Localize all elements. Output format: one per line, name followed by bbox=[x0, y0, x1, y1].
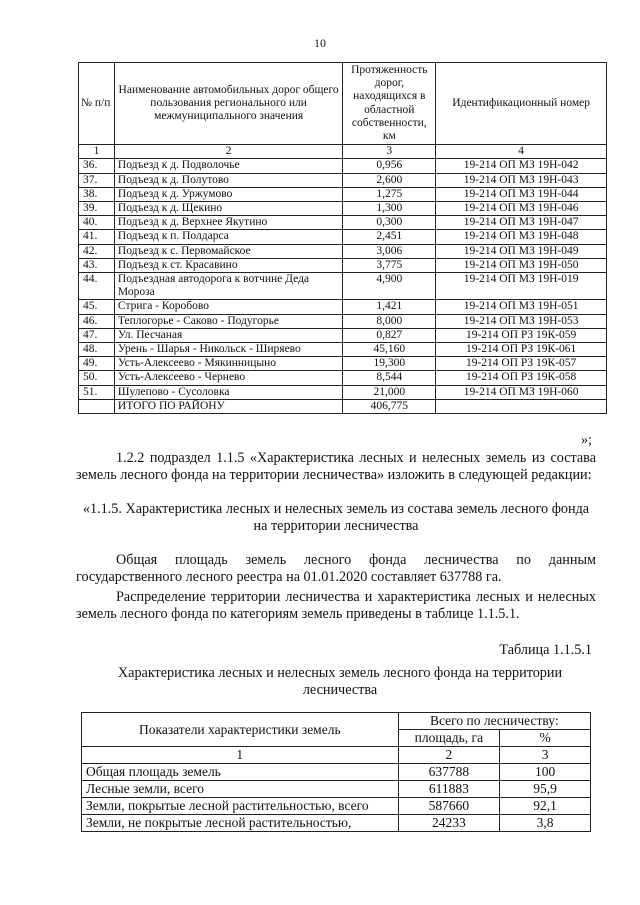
road-length: 4,900 bbox=[343, 273, 436, 300]
road-id: 19-214 ОП МЗ 19Н-044 bbox=[436, 187, 607, 201]
colnum: 2 bbox=[398, 747, 500, 764]
table-row bbox=[79, 202, 607, 216]
total-num-cell bbox=[79, 399, 115, 413]
indicator: Лесные земли, всего bbox=[82, 781, 399, 798]
road-id: 19-214 ОП РЗ 19К-059 bbox=[436, 328, 607, 342]
road-name: Подъезд к с. Первомайское bbox=[114, 244, 342, 258]
table-row bbox=[82, 798, 591, 815]
road-name: Подъездная автодорога к вотчине Деда Мороза bbox=[114, 273, 342, 300]
row-num: 46. bbox=[79, 314, 115, 328]
road-length: 8,000 bbox=[343, 314, 436, 328]
table-row bbox=[79, 273, 607, 300]
table-row bbox=[82, 815, 591, 832]
road-id: 19-214 ОП МЗ 19Н-047 bbox=[436, 216, 607, 230]
road-id: 19-214 ОП МЗ 19Н-046 bbox=[436, 202, 607, 216]
colnum: 2 bbox=[114, 145, 342, 159]
road-id: 19-214 ОП МЗ 19Н-060 bbox=[436, 385, 607, 399]
total-length: 406,775 bbox=[343, 399, 436, 413]
row-num: 51. bbox=[79, 385, 115, 399]
road-length: 19,300 bbox=[343, 357, 436, 371]
table-row bbox=[79, 328, 607, 342]
roads-header-row bbox=[79, 63, 607, 145]
header-num: № п/п bbox=[79, 63, 115, 145]
road-length: 3,775 bbox=[343, 258, 436, 272]
road-length: 0,956 bbox=[343, 159, 436, 173]
roads-table bbox=[78, 62, 607, 414]
road-name: Теплогорье - Саково - Подугорье bbox=[114, 314, 342, 328]
row-num: 50. bbox=[79, 371, 115, 385]
colnum: 4 bbox=[436, 145, 607, 159]
table-row bbox=[79, 300, 607, 314]
paragraph-distribution: Распределение территории лесничества и характеристика лесных и нелесных земель лесного фонда по категориям земель приведены в таблице 1.1.5.1. bbox=[76, 589, 596, 622]
colnum: 3 bbox=[343, 145, 436, 159]
road-name: Усть-Алексеево - Чернево bbox=[114, 371, 342, 385]
header-area: площадь, га bbox=[398, 730, 500, 747]
area-value: 611883 bbox=[398, 781, 500, 798]
road-id: 19-214 ОП МЗ 19Н-019 bbox=[436, 273, 607, 300]
road-name: Подъезд к п. Полдарса bbox=[114, 230, 342, 244]
road-id: 19-214 ОП МЗ 19Н-048 bbox=[436, 230, 607, 244]
table-row bbox=[79, 159, 607, 173]
table-row bbox=[79, 216, 607, 230]
header-total: Всего по лесничеству: bbox=[398, 713, 590, 730]
road-id: 19-214 ОП МЗ 19Н-053 bbox=[436, 314, 607, 328]
row-num: 40. bbox=[79, 216, 115, 230]
paragraph-total-area: Общая площадь земель лесного фонда лесничества по данным государственного лесного реестра на 01.01.2020 составляет 637788 га. bbox=[76, 552, 596, 585]
road-id: 19-214 ОП МЗ 19Н-051 bbox=[436, 300, 607, 314]
road-id: 19-214 ОП МЗ 19Н-042 bbox=[436, 159, 607, 173]
table-row bbox=[79, 244, 607, 258]
table-row bbox=[79, 357, 607, 371]
colnum: 3 bbox=[500, 747, 591, 764]
indicator: Земли, покрытые лесной растительностью, всего bbox=[82, 798, 399, 815]
road-name: Шулепово - Сусоловка bbox=[114, 385, 342, 399]
road-id: 19-214 ОП РЗ 19К-061 bbox=[436, 343, 607, 357]
forest-land-table bbox=[81, 712, 591, 832]
row-num: 44. bbox=[79, 273, 115, 300]
area-value: 24233 bbox=[398, 815, 500, 832]
area-value: 587660 bbox=[398, 798, 500, 815]
road-name: Подъезд к д. Подволочье bbox=[114, 159, 342, 173]
percent-value: 95,9 bbox=[500, 781, 591, 798]
row-num: 39. bbox=[79, 202, 115, 216]
section-heading: «1.1.5. Характеристика лесных и нелесных земель из состава земель лесного фонда на территории лесничества bbox=[82, 501, 590, 534]
road-id: 19-214 ОП МЗ 19Н-049 bbox=[436, 244, 607, 258]
road-length: 45,160 bbox=[343, 343, 436, 357]
road-length: 2,600 bbox=[343, 173, 436, 187]
table-row bbox=[79, 187, 607, 201]
road-id: 19-214 ОП РЗ 19К-058 bbox=[436, 371, 607, 385]
row-num: 45. bbox=[79, 300, 115, 314]
percent-value: 92,1 bbox=[500, 798, 591, 815]
table-label: Таблица 1.1.5.1 bbox=[499, 642, 592, 658]
row-num: 48. bbox=[79, 343, 115, 357]
row-num: 43. bbox=[79, 258, 115, 272]
road-id: 19-214 ОП РЗ 19К-057 bbox=[436, 357, 607, 371]
table-row bbox=[82, 781, 591, 798]
header-percent: % bbox=[500, 730, 591, 747]
road-length: 21,000 bbox=[343, 385, 436, 399]
forest-header-row bbox=[82, 713, 591, 730]
table-row bbox=[79, 371, 607, 385]
row-num: 49. bbox=[79, 357, 115, 371]
table-row bbox=[79, 385, 607, 399]
page-number: 10 bbox=[314, 36, 326, 50]
row-num: 38. bbox=[79, 187, 115, 201]
road-length: 3,006 bbox=[343, 244, 436, 258]
road-name: Подъезд к д. Уржумово bbox=[114, 187, 342, 201]
indicator: Общая площадь земель bbox=[82, 764, 399, 781]
area-value: 637788 bbox=[398, 764, 500, 781]
road-length: 0,300 bbox=[343, 216, 436, 230]
row-num: 36. bbox=[79, 159, 115, 173]
row-num: 41. bbox=[79, 230, 115, 244]
close-quote: »; bbox=[580, 432, 592, 448]
total-id-cell bbox=[436, 399, 607, 413]
colnum: 1 bbox=[79, 145, 115, 159]
road-id: 19-214 ОП МЗ 19Н-050 bbox=[436, 258, 607, 272]
road-name: Ул. Песчаная bbox=[114, 328, 342, 342]
row-num: 37. bbox=[79, 173, 115, 187]
road-name: Подъезд к д. Верхнее Якутино bbox=[114, 216, 342, 230]
header-length: Протяженность дорог, находящихся в областной собственности, км bbox=[343, 63, 436, 145]
road-length: 8,544 bbox=[343, 371, 436, 385]
road-name: Подъезд к д. Полутово bbox=[114, 173, 342, 187]
header-name: Наименование автомобильных дорог общего пользования регионального или межмуниципального значения bbox=[114, 63, 342, 145]
percent-value: 100 bbox=[500, 764, 591, 781]
road-name: Усть-Алексеево - Мякинницыно bbox=[114, 357, 342, 371]
colnum: 1 bbox=[82, 747, 399, 764]
total-label: ИТОГО ПО РАЙОНУ bbox=[114, 399, 342, 413]
road-length: 1,275 bbox=[343, 187, 436, 201]
road-length: 0,827 bbox=[343, 328, 436, 342]
paragraph-amendment: 1.2.2 подраздел 1.1.5 «Характеристика лесных и нелесных земель из состава земель лесного фонда на территории лесничества» изложить в следующей редакции: bbox=[76, 450, 596, 483]
road-name: Подъезд к д. Щекино bbox=[114, 202, 342, 216]
road-name: Стрига - Коробово bbox=[114, 300, 342, 314]
roads-colnum-row bbox=[79, 145, 607, 159]
road-length: 1,300 bbox=[343, 202, 436, 216]
table-row bbox=[79, 258, 607, 272]
table-row bbox=[79, 230, 607, 244]
road-id: 19-214 ОП МЗ 19Н-043 bbox=[436, 173, 607, 187]
road-length: 2,451 bbox=[343, 230, 436, 244]
row-num: 47. bbox=[79, 328, 115, 342]
table-title: Характеристика лесных и нелесных земель лесного фонда на территории лесничества bbox=[117, 665, 563, 698]
row-num: 42. bbox=[79, 244, 115, 258]
table-row bbox=[79, 343, 607, 357]
header-id: Идентификационный номер bbox=[436, 63, 607, 145]
table-row bbox=[82, 764, 591, 781]
table-row bbox=[79, 314, 607, 328]
table-row bbox=[79, 173, 607, 187]
total-row bbox=[79, 399, 607, 413]
forest-colnum-row bbox=[82, 747, 591, 764]
header-indicator: Показатели характеристики земель bbox=[82, 713, 399, 747]
indicator: Земли, не покрытые лесной растительностью, bbox=[82, 815, 399, 832]
road-name: Урень - Шарья - Никольск - Ширяево bbox=[114, 343, 342, 357]
percent-value: 3,8 bbox=[500, 815, 591, 832]
road-name: Подъезд к ст. Красавино bbox=[114, 258, 342, 272]
road-length: 1,421 bbox=[343, 300, 436, 314]
